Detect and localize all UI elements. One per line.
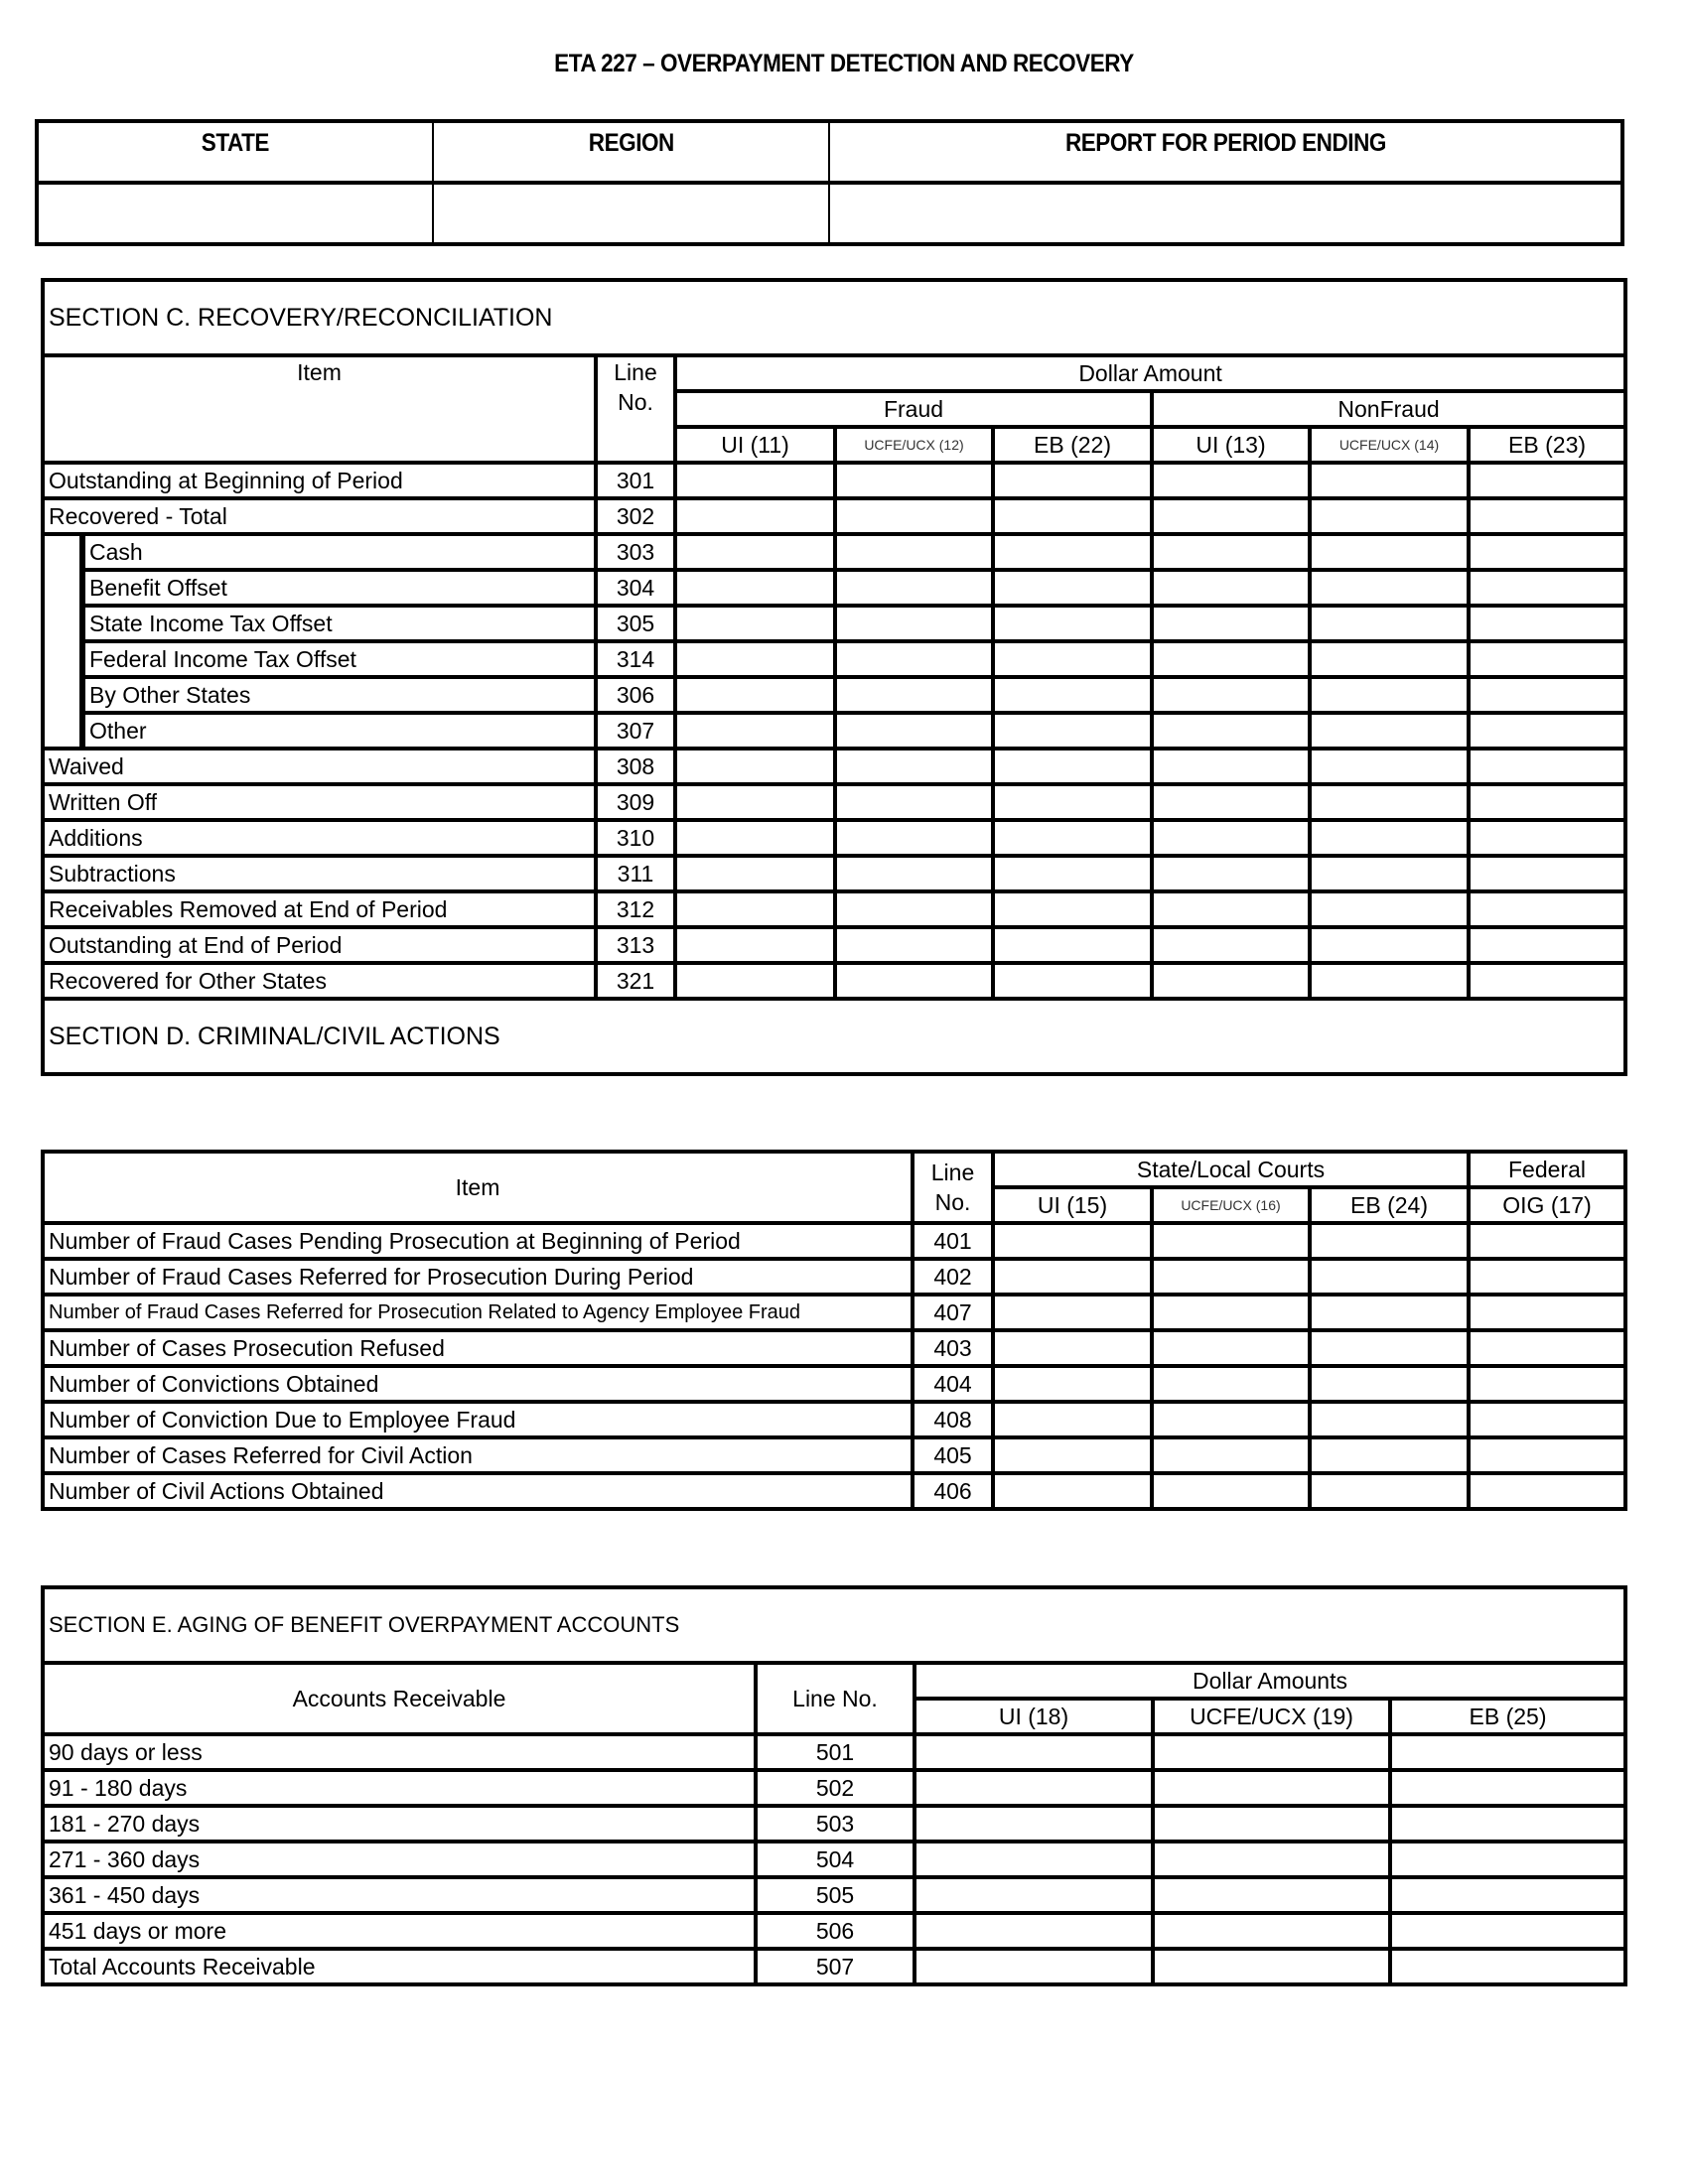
amount-input-cell[interactable] [1152,713,1310,749]
count-input-cell[interactable] [1310,1330,1469,1366]
amount-input-cell[interactable] [1469,677,1625,713]
item-label: Number of Convictions Obtained [43,1366,913,1402]
count-input-cell[interactable] [1469,1259,1625,1295]
item-label: 271 - 360 days [43,1842,756,1877]
amount-input-cell[interactable] [1469,891,1625,927]
item-label: Number of Fraud Cases Referred for Prosecution During Period [43,1259,913,1295]
column-header: UCFE/UCX (16) [1152,1187,1310,1223]
amount-input-cell[interactable] [835,784,993,820]
dollar-amounts-header: Dollar Amounts [914,1663,1625,1699]
line-number: 406 [913,1473,993,1509]
amount-input-cell[interactable] [1153,1949,1390,1984]
amount-input-cell[interactable] [993,927,1152,963]
column-header: UCFE/UCX (19) [1153,1699,1390,1734]
item-header: Item [43,1152,913,1223]
amount-input-cell[interactable] [1152,606,1310,641]
amount-input-cell[interactable] [1390,1734,1625,1770]
table-row [43,1913,1625,1949]
line-no-header: Line No. [913,1152,993,1223]
amount-input-cell[interactable] [914,1877,1153,1913]
line-number: 501 [756,1734,914,1770]
federal-header: Federal [1469,1152,1625,1187]
line-number: 504 [756,1842,914,1877]
item-label: Subtractions [43,856,596,891]
amount-input-cell[interactable] [1152,498,1310,534]
amount-input-cell[interactable] [835,570,993,606]
amount-input-cell[interactable] [675,784,835,820]
table-row [43,1437,1625,1473]
amount-input-cell[interactable] [1310,927,1469,963]
period-ending-field[interactable] [829,183,1622,244]
amount-input-cell[interactable] [835,463,993,498]
column-header: UI (11) [675,427,835,463]
table-row [43,856,1625,891]
line-number: 308 [596,749,675,784]
amount-input-cell[interactable] [1469,463,1625,498]
amount-input-cell[interactable] [675,498,835,534]
section-c-title: SECTION C. RECOVERY/RECONCILIATION [43,280,1625,355]
amount-input-cell[interactable] [1153,1913,1390,1949]
state-local-courts-header: State/Local Courts [993,1152,1469,1187]
line-number: 311 [596,856,675,891]
item-label: Federal Income Tax Offset [82,641,596,677]
line-number: 307 [596,713,675,749]
count-input-cell[interactable] [1310,1223,1469,1259]
period-ending-header: REPORT FOR PERIOD ENDING [829,121,1622,183]
amount-input-cell[interactable] [993,606,1152,641]
amount-input-cell[interactable] [993,784,1152,820]
line-number: 405 [913,1437,993,1473]
line-number: 314 [596,641,675,677]
line-number: 312 [596,891,675,927]
amount-input-cell[interactable] [835,856,993,891]
table-row [43,1259,1625,1295]
table-row [43,1842,1625,1877]
table-row [43,1366,1625,1402]
count-input-cell[interactable] [993,1366,1152,1402]
amount-input-cell[interactable] [1390,1877,1625,1913]
column-header: UI (18) [914,1699,1153,1734]
table-row [43,570,1625,606]
count-input-cell[interactable] [1152,1402,1310,1437]
column-header: UCFE/UCX (14) [1310,427,1469,463]
table-row [43,1949,1625,1984]
item-label: 90 days or less [43,1734,756,1770]
amount-input-cell[interactable] [675,570,835,606]
item-label: State Income Tax Offset [82,606,596,641]
item-label: Written Off [43,784,596,820]
item-label: Recovered for Other States [43,963,596,999]
amount-input-cell[interactable] [675,463,835,498]
amount-input-cell[interactable] [993,677,1152,713]
indent-bracket [43,534,82,570]
amount-input-cell[interactable] [1152,641,1310,677]
table-row [43,463,1625,498]
table-row [43,498,1625,534]
table-row [43,749,1625,784]
amount-input-cell[interactable] [1469,713,1625,749]
column-header: UCFE/UCX (12) [835,427,993,463]
count-input-cell[interactable] [1152,1366,1310,1402]
item-label: Number of Civil Actions Obtained [43,1473,913,1509]
table-row [43,534,1625,570]
amount-input-cell[interactable] [1390,1770,1625,1806]
amount-input-cell[interactable] [835,641,993,677]
item-label: Waived [43,749,596,784]
table-row [43,641,1625,677]
amount-input-cell[interactable] [675,927,835,963]
table-row [43,891,1625,927]
item-label: Recovered - Total [43,498,596,534]
amount-input-cell[interactable] [1310,534,1469,570]
table-row [43,1223,1625,1259]
form-title: ETA 227 – OVERPAYMENT DETECTION AND RECOVERY [554,50,1134,77]
item-label: Number of Cases Prosecution Refused [43,1330,913,1366]
amount-input-cell[interactable] [1310,749,1469,784]
line-number: 305 [596,606,675,641]
amount-input-cell[interactable] [1310,784,1469,820]
count-input-cell[interactable] [1469,1223,1625,1259]
indent-bracket [43,713,82,749]
column-header: UI (13) [1152,427,1310,463]
amount-input-cell[interactable] [993,641,1152,677]
column-header: EB (25) [1390,1699,1625,1734]
state-header: STATE [37,121,433,183]
amount-input-cell[interactable] [835,963,993,999]
table-row [43,713,1625,749]
count-input-cell[interactable] [993,1402,1152,1437]
item-label: Additions [43,820,596,856]
line-number: 302 [596,498,675,534]
line-no-header: Line No. [596,355,675,463]
column-header: EB (24) [1310,1187,1469,1223]
line-number: 506 [756,1913,914,1949]
line-number: 301 [596,463,675,498]
column-header: UI (15) [993,1187,1152,1223]
count-input-cell[interactable] [993,1437,1152,1473]
amount-input-cell[interactable] [1152,463,1310,498]
amount-input-cell[interactable] [1310,713,1469,749]
amount-input-cell[interactable] [675,963,835,999]
fraud-header: Fraud [675,391,1152,427]
amount-input-cell[interactable] [1153,1770,1390,1806]
amount-input-cell[interactable] [675,891,835,927]
amount-input-cell[interactable] [1469,856,1625,891]
count-input-cell[interactable] [993,1259,1152,1295]
indent-bracket [43,570,82,606]
item-label: Outstanding at Beginning of Period [43,463,596,498]
count-input-cell[interactable] [1152,1473,1310,1509]
amount-input-cell[interactable] [993,856,1152,891]
line-number: 403 [913,1330,993,1366]
amount-input-cell[interactable] [914,1734,1153,1770]
amount-input-cell[interactable] [675,749,835,784]
item-label: 181 - 270 days [43,1806,756,1842]
amount-input-cell[interactable] [1152,927,1310,963]
amount-input-cell[interactable] [835,927,993,963]
table-row [43,784,1625,820]
amount-input-cell[interactable] [914,1913,1153,1949]
line-number: 303 [596,534,675,570]
amount-input-cell[interactable] [1153,1806,1390,1842]
amount-input-cell[interactable] [1310,463,1469,498]
amount-input-cell[interactable] [835,534,993,570]
amount-input-cell[interactable] [1152,856,1310,891]
table-row [43,1473,1625,1509]
amount-input-cell[interactable] [993,570,1152,606]
amount-input-cell[interactable] [993,463,1152,498]
table-row [43,1402,1625,1437]
amount-input-cell[interactable] [1469,641,1625,677]
line-number: 402 [913,1259,993,1295]
indent-bracket [43,641,82,677]
item-label: Number of Conviction Due to Employee Fraud [43,1402,913,1437]
region-header: REGION [433,121,829,183]
amount-input-cell[interactable] [835,820,993,856]
amount-input-cell[interactable] [1152,963,1310,999]
table-row [43,677,1625,713]
count-input-cell[interactable] [1152,1437,1310,1473]
amount-input-cell[interactable] [914,1806,1153,1842]
dollar-amount-header: Dollar Amount [675,355,1625,391]
amount-input-cell[interactable] [993,749,1152,784]
item-label: Total Accounts Receivable [43,1949,756,1984]
item-label: By Other States [82,677,596,713]
amount-input-cell[interactable] [1152,534,1310,570]
amount-input-cell[interactable] [1469,534,1625,570]
count-input-cell[interactable] [993,1223,1152,1259]
section-d-title: SECTION D. CRIMINAL/CIVIL ACTIONS [43,999,1625,1074]
item-label: Cash [82,534,596,570]
line-number: 502 [756,1770,914,1806]
amount-input-cell[interactable] [675,677,835,713]
line-no-header: Line No. [756,1663,914,1734]
indent-bracket [43,677,82,713]
count-input-cell[interactable] [1310,1295,1469,1330]
amount-input-cell[interactable] [1310,891,1469,927]
table-row [43,927,1625,963]
count-input-cell[interactable] [1310,1473,1469,1509]
amount-input-cell[interactable] [1469,606,1625,641]
count-input-cell[interactable] [1469,1473,1625,1509]
item-label: Other [82,713,596,749]
amount-input-cell[interactable] [1152,784,1310,820]
item-label: Number of Cases Referred for Civil Action [43,1437,913,1473]
amount-input-cell[interactable] [1310,570,1469,606]
amount-input-cell[interactable] [914,1842,1153,1877]
line-number: 505 [756,1877,914,1913]
count-input-cell[interactable] [993,1330,1152,1366]
line-number: 507 [756,1949,914,1984]
amount-input-cell[interactable] [1469,749,1625,784]
count-input-cell[interactable] [1152,1223,1310,1259]
amount-input-cell[interactable] [835,498,993,534]
amount-input-cell[interactable] [835,749,993,784]
state-field[interactable] [37,183,433,244]
amount-input-cell[interactable] [1469,784,1625,820]
table-row [43,1806,1625,1842]
amount-input-cell[interactable] [914,1949,1153,1984]
line-number: 310 [596,820,675,856]
amount-input-cell[interactable] [675,713,835,749]
count-input-cell[interactable] [1310,1259,1469,1295]
line-number: 408 [913,1402,993,1437]
amount-input-cell[interactable] [835,891,993,927]
section-d-table [41,1150,1627,1511]
count-input-cell[interactable] [1469,1402,1625,1437]
amount-input-cell[interactable] [675,856,835,891]
amount-input-cell[interactable] [993,713,1152,749]
amount-input-cell[interactable] [993,820,1152,856]
amount-input-cell[interactable] [1153,1877,1390,1913]
table-row [43,606,1625,641]
amount-input-cell[interactable] [1310,677,1469,713]
line-number: 304 [596,570,675,606]
nonfraud-header: NonFraud [1152,391,1625,427]
line-number: 401 [913,1223,993,1259]
column-header: EB (23) [1469,427,1625,463]
line-number: 313 [596,927,675,963]
amount-input-cell[interactable] [675,820,835,856]
section-c-table [41,278,1627,1076]
item-label: 451 days or more [43,1913,756,1949]
amount-input-cell[interactable] [1152,820,1310,856]
amount-input-cell[interactable] [1390,1806,1625,1842]
accounts-receivable-header: Accounts Receivable [43,1663,756,1734]
item-label: 91 - 180 days [43,1770,756,1806]
amount-input-cell[interactable] [1469,820,1625,856]
amount-input-cell[interactable] [914,1770,1153,1806]
item-label: Benefit Offset [82,570,596,606]
amount-input-cell[interactable] [1390,1913,1625,1949]
item-label: 361 - 450 days [43,1877,756,1913]
table-row [43,1877,1625,1913]
amount-input-cell[interactable] [1310,641,1469,677]
amount-input-cell[interactable] [675,534,835,570]
amount-input-cell[interactable] [1153,1842,1390,1877]
item-label: Number of Fraud Cases Pending Prosecution at Beginning of Period [43,1223,913,1259]
amount-input-cell[interactable] [1152,570,1310,606]
header-table [35,119,1624,246]
amount-input-cell[interactable] [1390,1842,1625,1877]
line-number: 321 [596,963,675,999]
column-header: EB (22) [993,427,1152,463]
item-label: Outstanding at End of Period [43,927,596,963]
amount-input-cell[interactable] [835,606,993,641]
amount-input-cell[interactable] [993,963,1152,999]
line-number: 407 [913,1295,993,1330]
amount-input-cell[interactable] [675,641,835,677]
indent-bracket [43,606,82,641]
region-field[interactable] [433,183,829,244]
count-input-cell[interactable] [1469,1366,1625,1402]
table-row [43,820,1625,856]
section-e-title: SECTION E. AGING OF BENEFIT OVERPAYMENT ACCOUNTS [43,1587,1625,1663]
count-input-cell[interactable] [1310,1366,1469,1402]
amount-input-cell[interactable] [1152,749,1310,784]
amount-input-cell[interactable] [1153,1734,1390,1770]
amount-input-cell[interactable] [1469,570,1625,606]
amount-input-cell[interactable] [993,534,1152,570]
amount-input-cell[interactable] [835,713,993,749]
count-input-cell[interactable] [1310,1402,1469,1437]
amount-input-cell[interactable] [993,498,1152,534]
table-row [43,1770,1625,1806]
count-input-cell[interactable] [1310,1437,1469,1473]
table-row [43,963,1625,999]
amount-input-cell[interactable] [1469,498,1625,534]
amount-input-cell[interactable] [1390,1949,1625,1984]
section-e-table [41,1585,1627,1986]
count-input-cell[interactable] [1469,1437,1625,1473]
amount-input-cell[interactable] [1152,677,1310,713]
item-label: Number of Fraud Cases Referred for Prosecution Related to Agency Employee Fraud [43,1295,913,1330]
amount-input-cell[interactable] [835,677,993,713]
amount-input-cell[interactable] [1310,963,1469,999]
count-input-cell[interactable] [1152,1330,1310,1366]
item-header: Item [43,355,596,463]
line-number: 404 [913,1366,993,1402]
amount-input-cell[interactable] [1310,820,1469,856]
table-row [43,1734,1625,1770]
count-input-cell[interactable] [1469,1330,1625,1366]
amount-input-cell[interactable] [1310,606,1469,641]
amount-input-cell[interactable] [993,891,1152,927]
line-number: 306 [596,677,675,713]
table-row [43,1330,1625,1366]
amount-input-cell[interactable] [1469,963,1625,999]
amount-input-cell[interactable] [1310,856,1469,891]
count-input-cell[interactable] [993,1473,1152,1509]
count-input-cell[interactable] [1469,1295,1625,1330]
table-row [43,1295,1625,1330]
column-header: OIG (17) [1469,1187,1625,1223]
item-label: Receivables Removed at End of Period [43,891,596,927]
count-input-cell[interactable] [1152,1295,1310,1330]
count-input-cell[interactable] [1152,1259,1310,1295]
line-number: 309 [596,784,675,820]
amount-input-cell[interactable] [1310,498,1469,534]
amount-input-cell[interactable] [1469,927,1625,963]
count-input-cell[interactable] [993,1295,1152,1330]
line-number: 503 [756,1806,914,1842]
amount-input-cell[interactable] [675,606,835,641]
amount-input-cell[interactable] [1152,891,1310,927]
